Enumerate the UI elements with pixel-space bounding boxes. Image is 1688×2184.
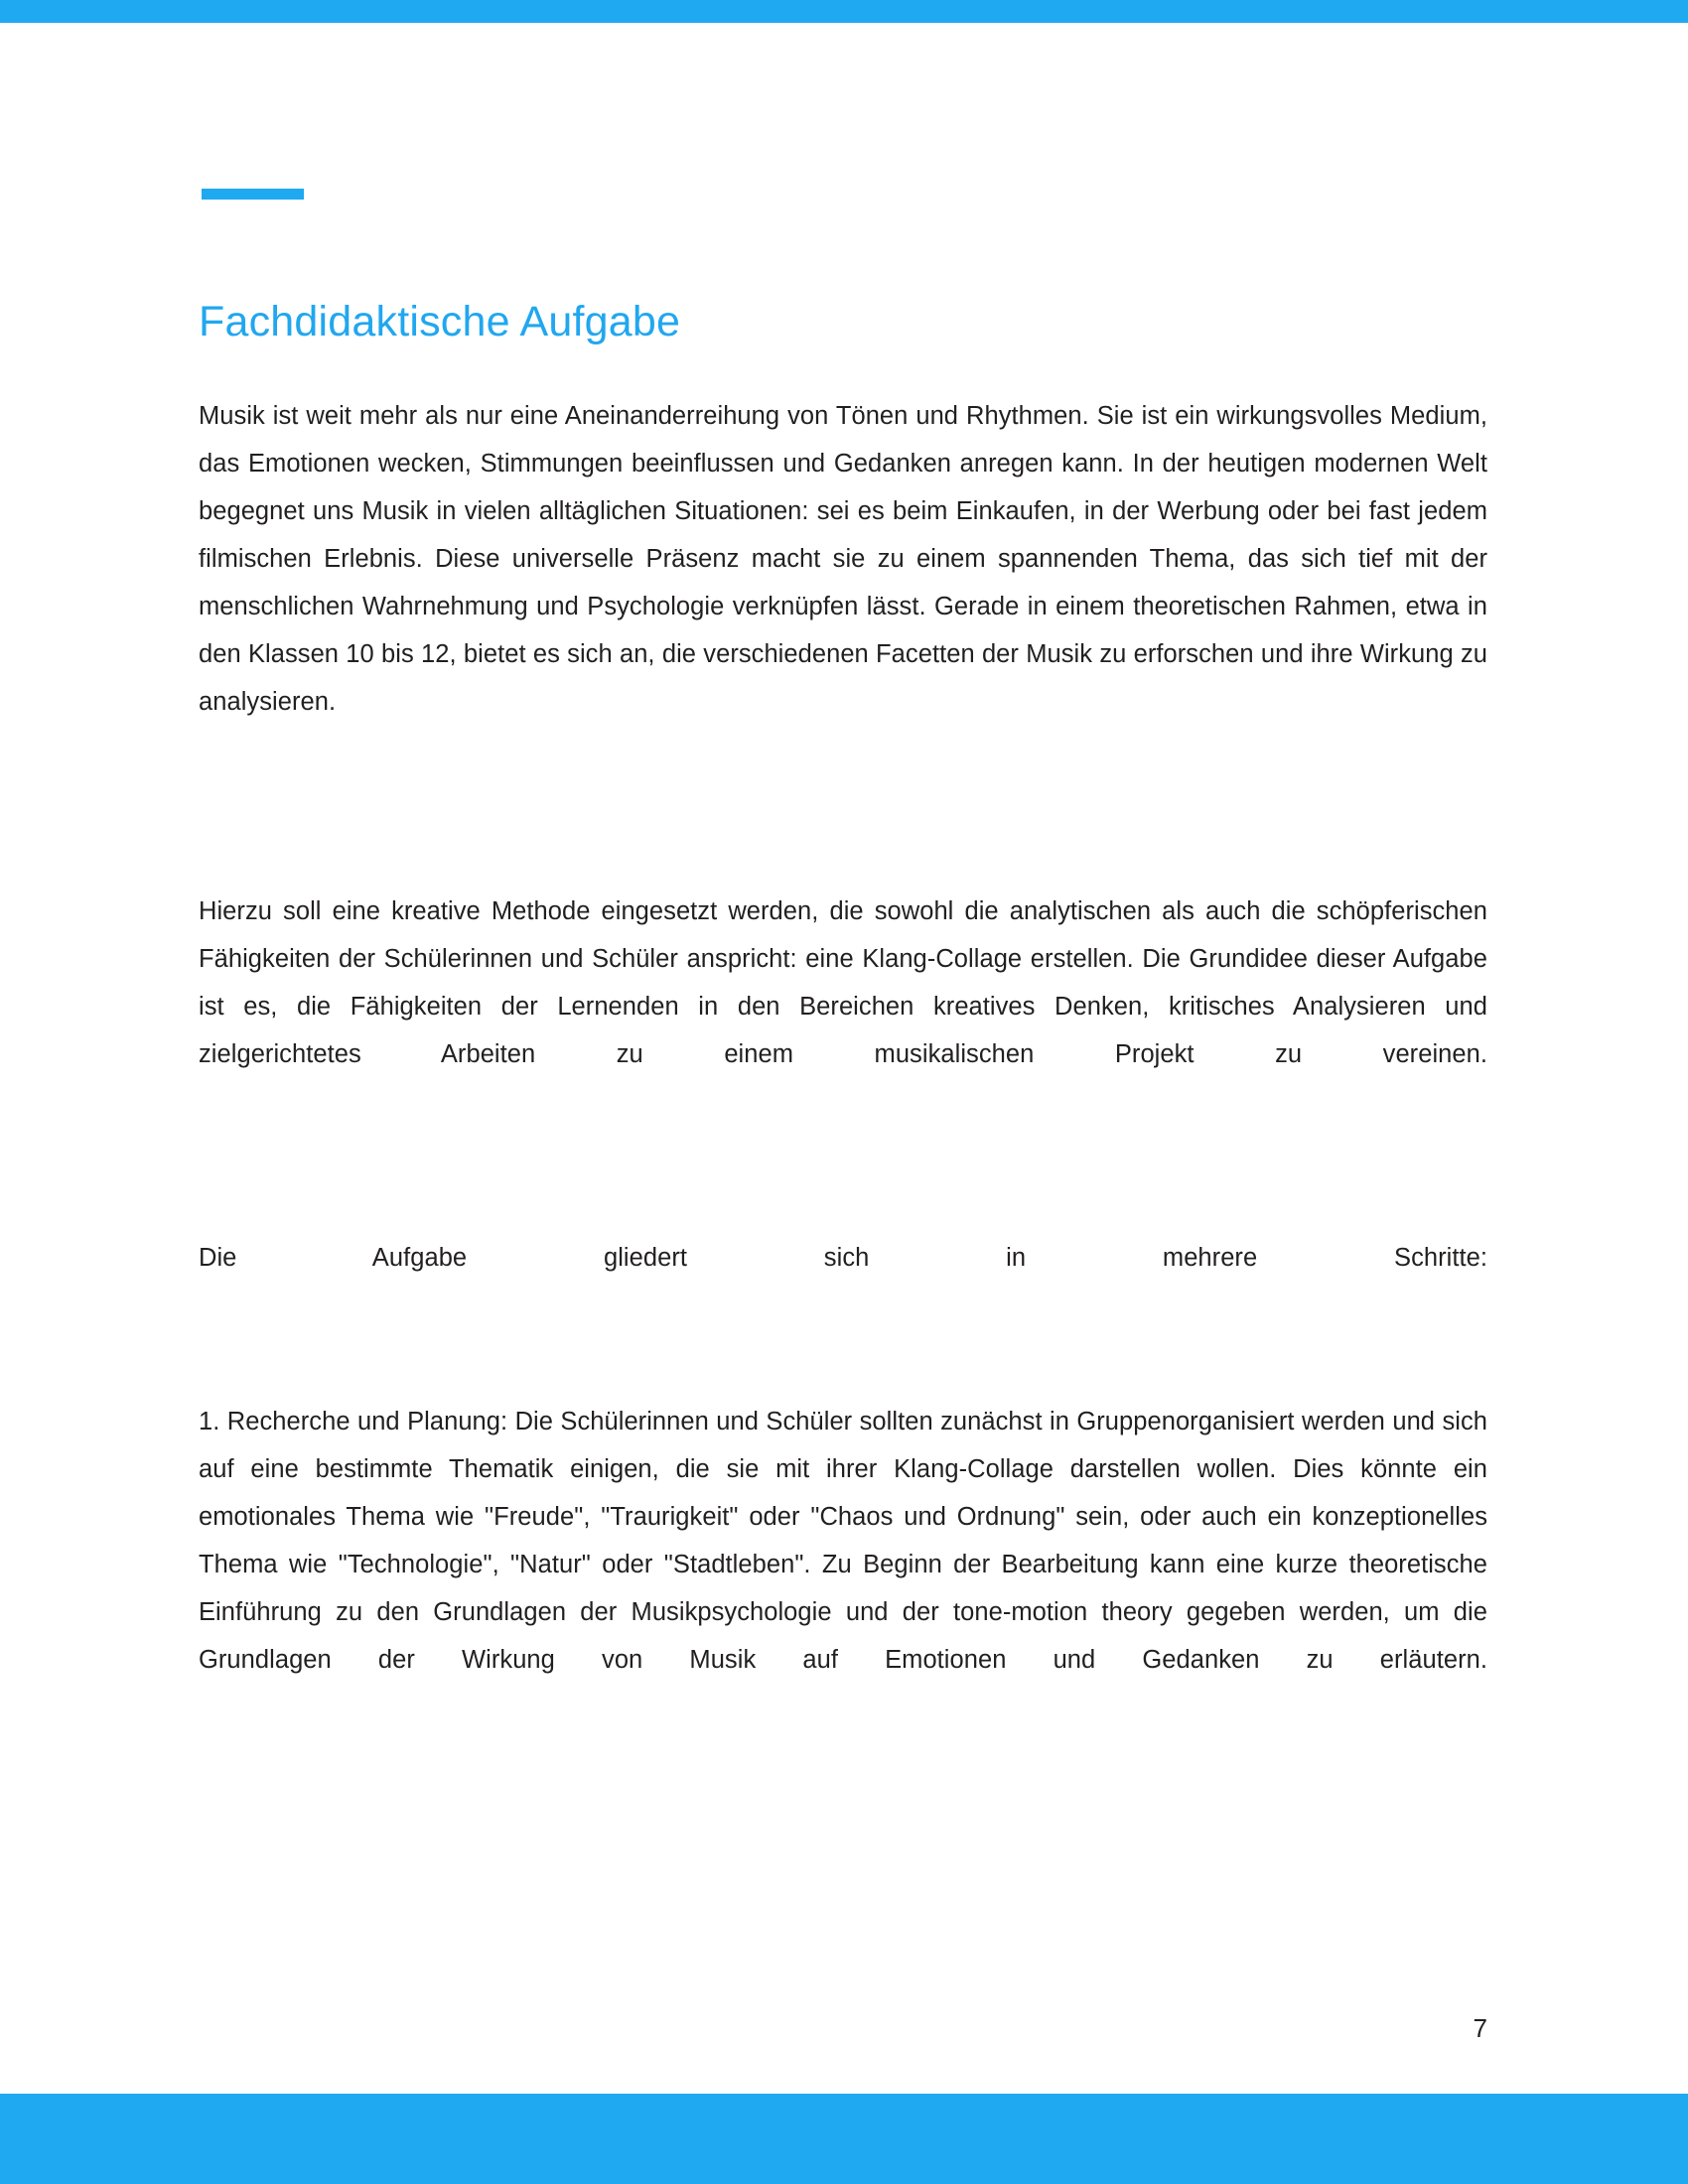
paragraph-step-1: 1. Recherche und Planung: Die Schülerinnen und Schüler sollten zunächst in Gruppenorganisiert werden und sich auf eine bestimmte Thematik einigen, die sie mit ihrer Klang-Collage darstellen wollen. Dies könnte ein emotionales Thema wie "Freude", "Traurigkeit" oder "Chaos und Ordnung" sein, oder auch ein konzeptionelles Thema wie "Technologie", "Natur" oder "Stadtleben". Zu Beginn der Bearbeitung kann eine kurze theoretische Einführung zu den Grundlagen der Musikpsychologie und der tone-motion theory gegeben werden, um die Grundlagen der Wirkung von Musik auf Emotionen und Gedanken zu erläutern. xyxy=(199,1408,1487,1674)
blue-accent-dash xyxy=(202,189,304,200)
bottom-blue-bar xyxy=(0,2094,1688,2184)
paragraph-intro: Musik ist weit mehr als nur eine Aneinanderreihung von Tönen und Rhythmen. Sie ist ein wirkungsvolles Medium, das Emotionen wecken, Stimmungen beeinflussen und Gedanken anregen kann. In der heutigen modernen Welt begegnet uns Musik in vielen alltäglichen Situationen: sei es beim Einkaufen, in der Werbung oder bei fast jedem filmischen Erlebnis. Diese universelle Präsenz macht sie zu einem spannenden Thema, das sich tief mit der menschlichen Wahrnehmung und Psychologie verknüpfen lässt. Gerade in einem theoretischen Rahmen, etwa in den Klassen 10 bis 12, bietet es sich an, die verschiedenen Facetten der Musik zu erforschen und ihre Wirkung zu analysieren. xyxy=(199,402,1487,716)
paragraph-method: Hierzu soll eine kreative Methode eingesetzt werden, die sowohl die analytischen als auch die schöpferischen Fähigkeiten der Schülerinnen und Schüler anspricht: eine Klang-Collage erstellen. Die Grundidee dieser Aufgabe ist es, die Fähigkeiten der Lernenden in den Bereichen kreatives Denken, kritisches Analysieren und zielgerichtetes Arbeiten zu einem musikalischen Projekt zu vereinen. xyxy=(199,897,1487,1068)
page-number: 7 xyxy=(1473,2013,1487,2043)
top-blue-bar xyxy=(0,0,1688,23)
paragraph-steps-lead: Die Aufgabe gliedert sich in mehrere Schritte: xyxy=(199,1244,1487,1272)
page-title: Fachdidaktische Aufgabe xyxy=(199,298,681,345)
